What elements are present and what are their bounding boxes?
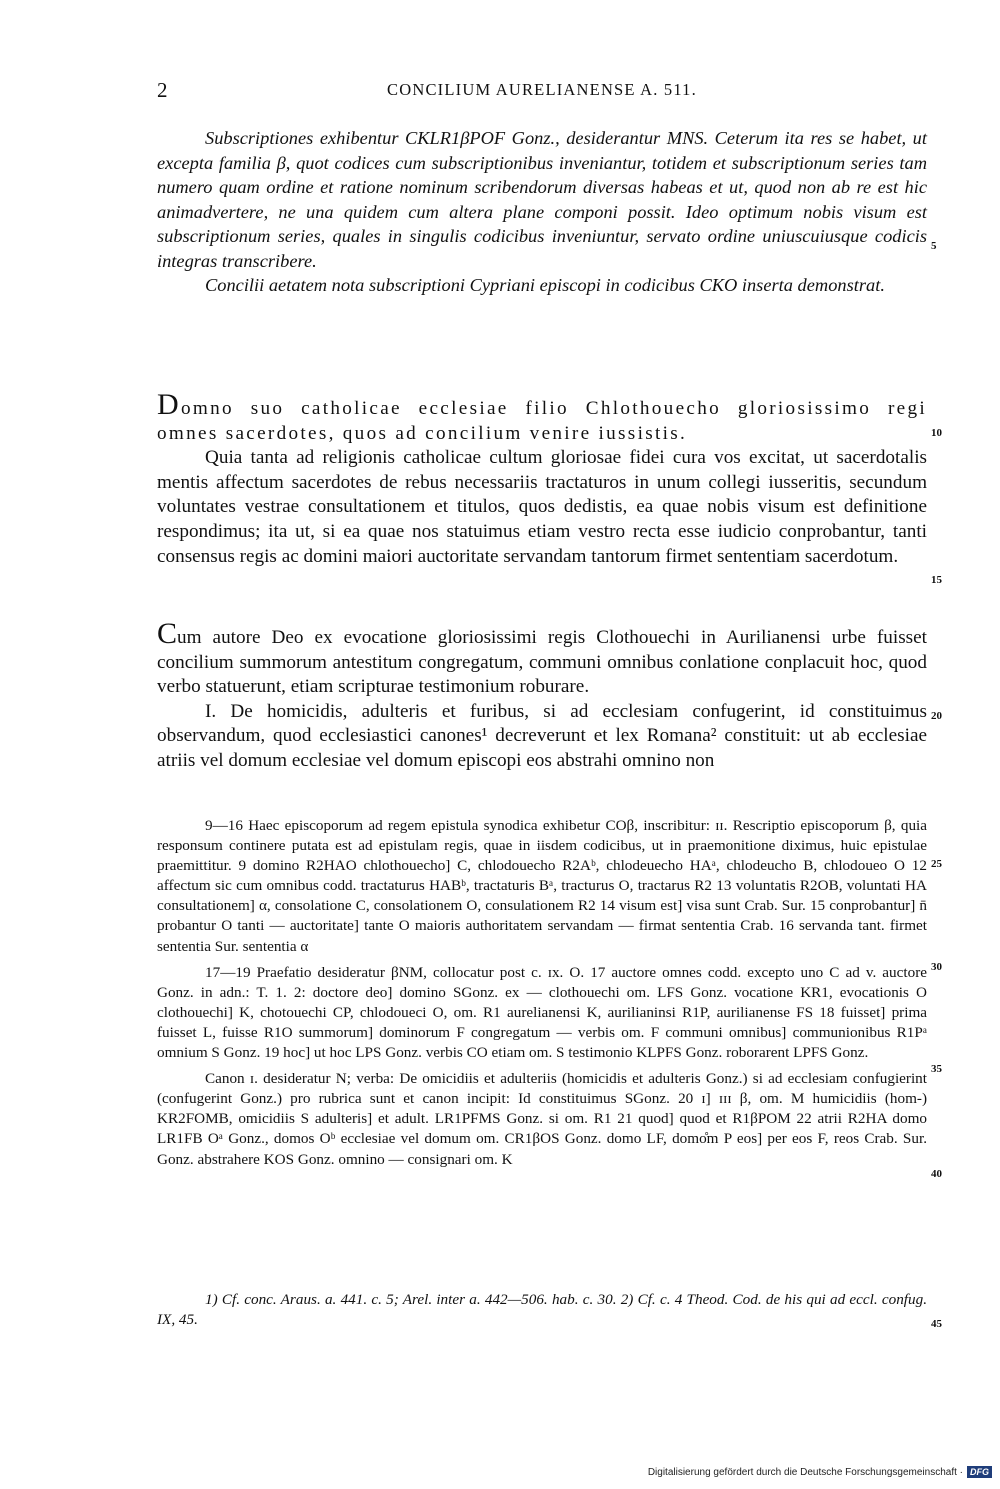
epistle	[157, 388, 927, 569]
canon-1: I. De homicidis, adulteris et furibus, si ad ecclesiam confugerint, id constituimus observandum, quod ecclesiastici canones¹ decreverunt et lex Romana² constituit: ut ab ecclesiae atriis vel domum ecclesiae vel domum episcopi eos abstrahi omnino non	[157, 700, 927, 771]
footnote-text: 1) Cf. conc. Araus. a. 441. c. 5; Arel. inter a. 442—506. hab. c. 30. 2) Cf. c. 4 Theod. Cod. de his qui ad eccl. confug. IX, 45.	[157, 1291, 927, 1329]
line-number: 25	[931, 858, 942, 870]
footnotes	[157, 1290, 927, 1330]
running-header	[157, 78, 927, 104]
line-number: 30	[931, 961, 942, 973]
dfg-logo: DFG	[967, 1466, 992, 1478]
apparatus-note-3: Canon ɪ. desideratur N; verba: De omicidiis et adulteriis (homicidis et adulteris Gonz.) si ad ecclesiam confugierint (confugerint Gonz.) pro rubrica sunt et canon incipit: Id constituimus SGonz. 20 ɪ] ɪɪɪ β, om. M humicidiis (hom-) KR2FOMB, omicidiis S adulteris] et adult. LR1PFMS Gonz. si om. R1 21 quod] quod et R1βPOM 22 atrii R2HA domo LR1FB Oᵃ Gonz., domos Oᵇ ecclesiae vel domum om. CR1βOS Gonz. domo LF, domo̊m P eos] per eos F, reos Crab. Sur. Gonz. abstrahere KOS Gonz. omnino — consignari om. K	[157, 1070, 927, 1168]
preface-body: um autore Deo ex evocatione gloriosissimi regis Clothouechi in Aurilianensi urbe fuisset concilium summorum antestitum congregatum, communi omnibus conlatione conplacuit hoc, quod verbo statuerunt, etiam scripturae testimonium roburare.	[157, 627, 927, 698]
introduction	[157, 126, 927, 298]
line-number: 20	[931, 710, 942, 722]
address-text: omno suo catholicae ecclesiae filio Chlothouecho gloriosissimo regi omnes sacerdotes, quos ad concilium venire iussistis.	[157, 398, 927, 444]
credit-text: Digitalisierung gefördert durch die Deutsche Forschungsgemeinschaft ·	[647, 1466, 963, 1478]
preface	[157, 617, 927, 774]
intro-paragraph-2: Concilii aetatem nota subscriptioni Cypriani episcopi in codicibus CKO inserta demonstrat.	[205, 275, 885, 295]
line-number: 35	[931, 1063, 942, 1075]
line-number: 5	[931, 240, 937, 252]
running-title: CONCILIUM AURELIANENSE A. 511.	[387, 80, 697, 99]
line-number: 40	[931, 1168, 942, 1180]
epistle-address	[157, 388, 927, 446]
epistle-body: Quia tanta ad religionis catholicae cultum gloriosae fidei cura vos excitat, ut sacerdotalis mentis affectum sacerdotes de rebus necessariis tractaturos in unum collegi iusseritis, secundum voluntates vestrae consultationem et titulos, quos dedistis, ea quae nobis visum est definitione respondimus; ita ut, si ea quae nos statuimus etiam vestro recta esse iudicio conprobantur, tanti consensus regis ac domini maiori auctoritate servandam tantorum firmet sententiam sacerdotum.	[157, 447, 927, 567]
line-number: 45	[931, 1318, 942, 1330]
preface-text	[157, 617, 927, 700]
intro-paragraph-1: Subscriptiones exhibentur CKLR1βPOF Gonz., desiderantur MNS. Ceterum ita res se habet, ut excepta familia β, quot codices cum subscriptionibus inveniantur, totidem et subscriptionum series tam numero quam ordine et ratione nominum scribendorum diversas habeas et ut, quod non ab re est hic animadvertere, ne una quidem cum altera plane componi possit. Ideo optimum nobis visum est subscriptionum series, quales in singulis codicibus inveniuntur, servato ordine uniuscuiusque codicis integras transcribere.	[157, 128, 927, 271]
digitization-credit	[648, 1466, 992, 1478]
page-number: 2	[157, 78, 168, 102]
apparatus-note-1: 9—16 Haec episcoporum ad regem epistula synodica exhibetur COβ, inscribitur: ɪɪ. Rescriptio episcoporum β, quia responsum continere putata est ad epistulam regis, quae in iisdem codicibus, ut in praemonitione diximus, huic epistulae praemittitur. 9 domino R2HAO chlothouecho] C, chlodouecho R2Aᵇ, chlodeuecho HAᵃ, chlodeucho B, chlodoueo O 12 affectum sic cum omnibus codd. tractaturus HABᵇ, tractaturis Bᵃ, tracturus O, tractarus R2 13 voluntatis R2OB, voluntati HA consultationem] α, consolatione C, consolationem O, consulationem R2 14 visum est] visa sunt Crab. Sur. 15 conprobantur] n̄ probantur O tanti — auctoritate] tante O maioris authoritatem servandam — firmat sententia Crab. 16 servanda tant. firmet sententia Sur. sententia α	[157, 817, 927, 955]
drop-cap: C	[157, 617, 178, 650]
apparatus-note-2: 17—19 Praefatio desideratur βNM, collocatur post c. ɪx. O. 17 auctore omnes codd. excepto uno C ad v. auctore Gonz. in adn.: T. 1. 2: doctore deo] domino SGonz. ex — clothouechi om. LFS Gonz. vocatione KR1, evocationis O clothouechi] K, chotouechi CP, chlodoueci O, om. R1 aurelianensi K, aurilianinsi R1P, aurilianense FS 18 fuisset] prima fuisset L, fuisse R1O summorum] dominorum F congregatum — verbis om. F communi omnibus] communionibus R1Pᵃ omnium S Gonz. 19 hoc] ut hoc LPS Gonz. verbis CO etiam om. S testimonio KLPFS Gonz. roborarent LPFS Gonz.	[157, 963, 927, 1062]
line-number: 10	[931, 427, 942, 439]
critical-apparatus	[157, 816, 927, 1170]
drop-cap: D	[157, 388, 181, 421]
line-number: 15	[931, 574, 942, 586]
